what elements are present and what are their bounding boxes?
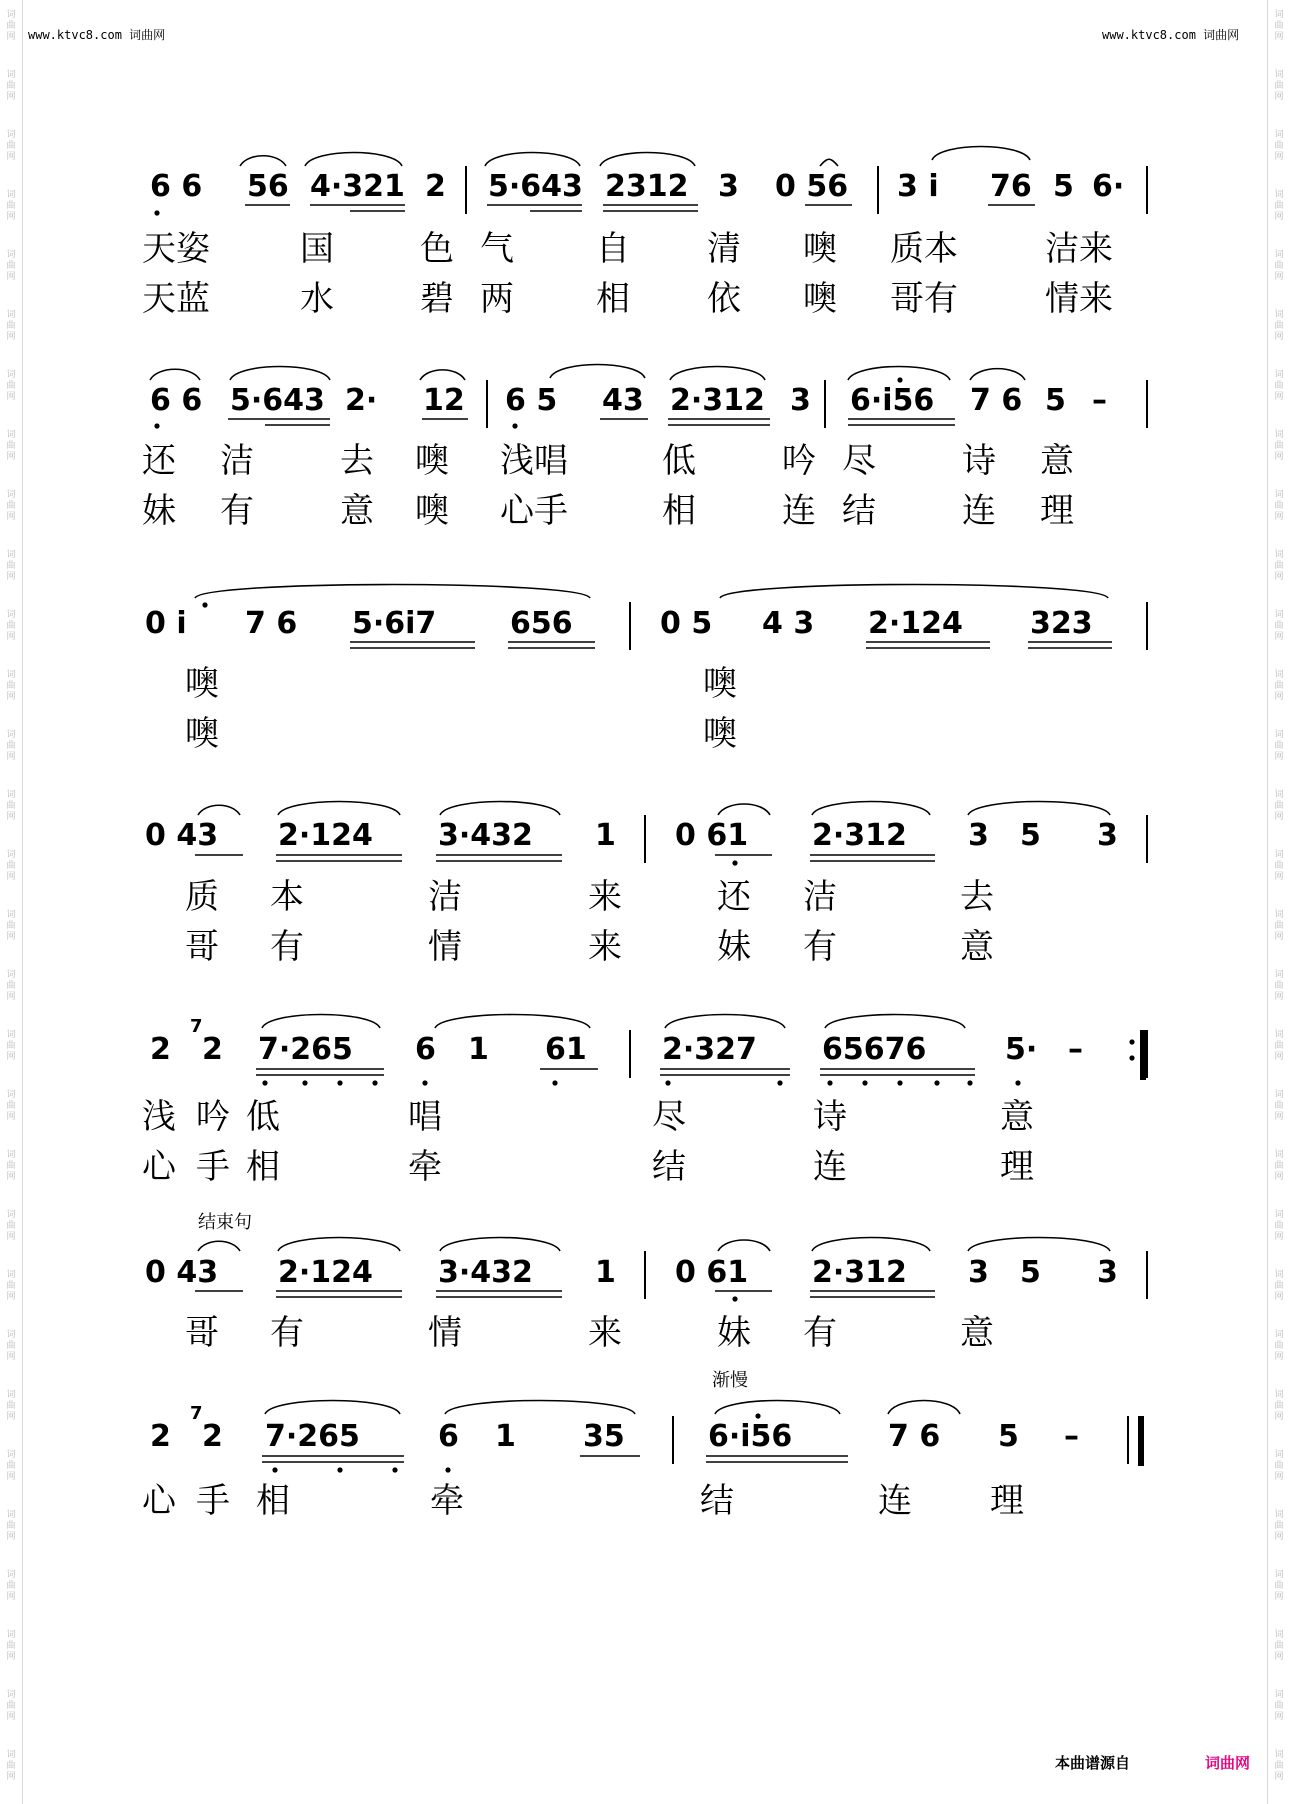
note-group: 65676 [822, 1032, 927, 1067]
lyric: 心 [142, 1481, 176, 1521]
slur [550, 365, 645, 379]
note-group: 6 6 [150, 383, 203, 418]
lyric: 牵 [408, 1147, 442, 1187]
note-group: 6·i56 [850, 383, 935, 418]
note-group: – [1092, 383, 1107, 418]
octave-dot [154, 210, 159, 215]
slur [440, 802, 560, 816]
lyric: 有 [270, 927, 304, 967]
slur [278, 1238, 400, 1252]
octave-dot [897, 377, 902, 382]
lyric: 还 [142, 441, 176, 481]
note-group: 56 [247, 169, 289, 204]
lyric: 唱 [408, 1097, 442, 1137]
lyric: 噢 [415, 441, 449, 481]
note-group: 0 61 [675, 1255, 749, 1290]
octave-dot [154, 423, 159, 428]
note-group: 1 [468, 1032, 489, 1067]
watermark-text: 词 曲 网 [1274, 970, 1284, 1002]
lyric: 吟 [782, 441, 816, 481]
slur [715, 1401, 840, 1415]
slur [265, 1401, 400, 1415]
note-group: 2·327 [662, 1032, 757, 1067]
slur [932, 147, 1030, 161]
note-group: 2·312 [812, 818, 907, 853]
octave-dot [862, 1080, 867, 1085]
watermark-text: 词 曲 网 [6, 670, 16, 702]
note-group: 5 [1020, 1255, 1041, 1290]
note-group: 1 [495, 1419, 516, 1454]
lyric: 洁 [428, 877, 462, 917]
watermark-text: 词 曲 网 [1274, 1270, 1284, 1302]
lyric: 噢 [803, 279, 837, 319]
watermark-text: 词 曲 网 [1274, 790, 1284, 822]
lyric: 质本 [890, 229, 958, 269]
note-group: 5 [1045, 383, 1066, 418]
watermark-text: 词 曲 网 [1274, 1090, 1284, 1122]
octave-dot [934, 1080, 939, 1085]
lyric: 国 [300, 229, 334, 269]
lyric: 哥 [185, 1313, 219, 1353]
watermark-text: 词 曲 网 [1274, 1510, 1284, 1542]
watermark-text: 词 曲 网 [6, 1510, 16, 1542]
note-group: 0 5 [660, 606, 713, 641]
note-group: 0 43 [145, 1255, 219, 1290]
watermark-text: 词 曲 网 [1274, 1450, 1284, 1482]
octave-dot [665, 1080, 670, 1085]
lyric: 哥 [185, 927, 219, 967]
slur [440, 1238, 560, 1252]
octave-dot [337, 1467, 342, 1472]
lyric: 相 [596, 279, 630, 319]
slur [820, 159, 838, 166]
note-group: 1 [595, 1255, 616, 1290]
note-group: 4·321 [310, 169, 405, 204]
grace-note: 7 [190, 1016, 203, 1037]
watermark-text: 词 曲 网 [6, 1210, 16, 1242]
watermark-text: 词 曲 网 [6, 550, 16, 582]
watermark-text: 词 曲 网 [1274, 430, 1284, 462]
footer-brand-link[interactable]: 词曲网 [1205, 1754, 1251, 1772]
watermark-text: 词 曲 网 [1274, 310, 1284, 342]
slur [720, 585, 1108, 599]
note-group: 76 [990, 169, 1032, 204]
octave-dot [512, 423, 517, 428]
watermark-text: 词 曲 网 [6, 1690, 16, 1722]
lyric: 两 [480, 279, 514, 319]
note-group: 2·312 [670, 383, 765, 418]
slur [305, 153, 402, 167]
lyric: 浅唱 [500, 441, 568, 481]
note-group: 2 [150, 1032, 171, 1067]
lyric: 情来 [1045, 279, 1113, 319]
lyric: 理 [1040, 491, 1074, 531]
lyric: 天姿 [142, 229, 210, 269]
lyric: 结 [842, 491, 876, 531]
watermark-text: 词 曲 网 [6, 610, 16, 642]
octave-dot [827, 1080, 832, 1085]
lyric: 有 [270, 1313, 304, 1353]
lyric: 洁 [220, 441, 254, 481]
slur [970, 369, 1025, 380]
lyric: 手 [196, 1481, 230, 1521]
octave-dot [1129, 1055, 1134, 1060]
note-group: 6 [415, 1032, 436, 1067]
watermark-text: 词 曲 网 [6, 1630, 16, 1662]
watermark-text: 词 曲 网 [6, 430, 16, 462]
lyric: 噢 [185, 664, 219, 704]
lyric: 气 [480, 229, 514, 269]
note-group: 656 [510, 606, 573, 641]
note-group: 2 [202, 1032, 223, 1067]
watermark-text: 词 曲 网 [1274, 1330, 1284, 1362]
tempo-marking-ritardando: 渐慢 [712, 1370, 748, 1391]
lyric: 妹 [142, 491, 176, 531]
watermark-text: 词 曲 网 [1274, 1150, 1284, 1182]
note-group: 7·265 [265, 1419, 360, 1454]
lyric: 低 [246, 1097, 280, 1137]
note-group: 0 i [145, 606, 187, 641]
lyric: 相 [256, 1481, 290, 1521]
octave-dot [445, 1467, 450, 1472]
ending-phrase-marking: 结束句 [198, 1212, 252, 1233]
octave-dot [732, 1296, 737, 1301]
watermark-text: 词 曲 网 [6, 1330, 16, 1362]
note-group: 6 [438, 1419, 459, 1454]
octave-dot [337, 1080, 342, 1085]
octave-dot [202, 602, 207, 607]
lyric: 相 [662, 491, 696, 531]
note-group: 1 [595, 818, 616, 853]
slur [150, 369, 200, 380]
watermark-text: 词 曲 网 [1274, 670, 1284, 702]
note-group: 7 6 [888, 1419, 941, 1454]
slur [968, 1238, 1110, 1252]
watermark-text: 词 曲 网 [6, 1450, 16, 1482]
note-group: 323 [1030, 606, 1093, 641]
note-group: 2·124 [278, 818, 373, 853]
watermark-text: 词 曲 网 [6, 1030, 16, 1062]
note-group: 2·124 [278, 1255, 373, 1290]
final-bar-line [1140, 1030, 1146, 1080]
lyric: 噢 [185, 714, 219, 754]
watermark-text: 词 曲 网 [6, 1570, 16, 1602]
note-group: – [1068, 1032, 1083, 1067]
watermark-text: 词 曲 网 [1274, 1030, 1284, 1062]
note-group: 6 6 [150, 169, 203, 204]
lyric: 清 [707, 229, 741, 269]
slur [262, 1015, 380, 1029]
octave-dot [422, 1080, 427, 1085]
note-group: 7 6 [245, 606, 298, 641]
octave-dot [732, 860, 737, 865]
lyric: 理 [1000, 1147, 1034, 1187]
watermark-text: 词 曲 网 [1274, 250, 1284, 282]
slur [195, 585, 590, 599]
watermark-text: 词 曲 网 [1274, 1690, 1284, 1722]
watermark-text: 词 曲 网 [1274, 130, 1284, 162]
octave-dot [967, 1080, 972, 1085]
note-group: 5· [1005, 1032, 1038, 1067]
watermark-text: 词 曲 网 [1274, 70, 1284, 102]
octave-dot [777, 1080, 782, 1085]
lyric: 尽 [842, 441, 876, 481]
lyric: 连 [878, 1481, 912, 1521]
watermark-text: 词 曲 网 [1274, 730, 1284, 762]
note-group: 4 3 [762, 606, 815, 641]
note-group: 6·i56 [708, 1419, 793, 1454]
watermark-text: 词 曲 网 [1274, 910, 1284, 942]
lyric: 手 [196, 1147, 230, 1187]
lyric: 牵 [430, 1481, 464, 1521]
slur [812, 1238, 930, 1252]
lyric: 相 [246, 1147, 280, 1187]
slur [240, 156, 286, 166]
lyric: 连 [962, 491, 996, 531]
slur [670, 367, 765, 381]
octave-dot [897, 1080, 902, 1085]
lyric: 连 [782, 491, 816, 531]
note-group: 5 [1053, 169, 1074, 204]
note-group: 6 5 [505, 383, 558, 418]
lyric: 心 [142, 1147, 176, 1187]
watermark-text: 词 曲 网 [1274, 10, 1284, 42]
slur [278, 802, 400, 816]
lyric: 理 [990, 1481, 1024, 1521]
lyric: 心手 [500, 491, 568, 531]
header-site-right[interactable]: www.ktvc8.com 词曲网 [1102, 28, 1240, 42]
lyric: 本 [270, 877, 304, 917]
lyric: 意 [960, 1313, 994, 1353]
lyric: 去 [340, 441, 374, 481]
watermark-text: 词 曲 网 [6, 1270, 16, 1302]
watermark-text: 词 曲 网 [6, 970, 16, 1002]
note-group: 2312 [605, 169, 689, 204]
note-group: 3 [718, 169, 739, 204]
watermark-text: 词 曲 网 [6, 190, 16, 222]
lyric: 来 [588, 927, 622, 967]
octave-dot [372, 1080, 377, 1085]
note-group: 5·643 [488, 169, 583, 204]
note-group: 5 [1020, 818, 1041, 853]
watermark-text: 词 曲 网 [6, 70, 16, 102]
watermark-text: 词 曲 网 [6, 370, 16, 402]
watermark-text: 词 曲 网 [1274, 610, 1284, 642]
note-group: 3·432 [438, 818, 533, 853]
lyric: 意 [960, 927, 994, 967]
slur [445, 1401, 635, 1415]
footer-source-label: 本曲谱源自 [1055, 1754, 1131, 1772]
note-group: 7·265 [258, 1032, 353, 1067]
watermark-text: 词 曲 网 [6, 790, 16, 822]
note-group: 2 [202, 1419, 223, 1454]
note-group: 5·6i7 [352, 606, 437, 641]
lyric: 意 [340, 491, 374, 531]
lyric: 还 [717, 877, 751, 917]
lyric: 洁来 [1045, 229, 1113, 269]
note-group: 3 [790, 383, 811, 418]
watermark-text: 词 曲 网 [1274, 1210, 1284, 1242]
note-group: – [1064, 1419, 1079, 1454]
lyric: 诗 [813, 1097, 847, 1137]
slur [888, 1401, 960, 1415]
octave-dot [755, 1413, 760, 1418]
lyric: 妹 [717, 1313, 751, 1353]
lyric: 有 [803, 927, 837, 967]
note-group: 35 [583, 1419, 625, 1454]
lyric: 意 [1000, 1097, 1034, 1137]
lyric: 连 [813, 1147, 847, 1187]
note-group: 3 i [897, 169, 939, 204]
lyric: 噢 [415, 491, 449, 531]
watermark-text: 词 曲 网 [6, 910, 16, 942]
watermark-text: 词 曲 网 [6, 1090, 16, 1122]
lyric: 结 [652, 1147, 686, 1187]
note-group: 12 [423, 383, 465, 418]
watermark-text: 词 曲 网 [1274, 1750, 1284, 1782]
octave-dot [552, 1080, 557, 1085]
note-group: 2· [345, 383, 378, 418]
slur [718, 1240, 770, 1251]
lyric: 天蓝 [142, 279, 210, 319]
note-group: 5·643 [230, 383, 325, 418]
lyric: 吟 [196, 1097, 230, 1137]
lyric: 质 [185, 877, 219, 917]
lyric: 情 [428, 1313, 462, 1353]
slur [600, 153, 695, 167]
lyric: 哥有 [890, 279, 958, 319]
lyric: 依 [707, 279, 741, 319]
lyric: 水 [300, 279, 334, 319]
watermark-text: 词 曲 网 [6, 310, 16, 342]
slur [665, 1015, 785, 1029]
slur [718, 804, 770, 815]
lyric: 来 [588, 1313, 622, 1353]
watermark-text: 词 曲 网 [6, 490, 16, 522]
watermark-text: 词 曲 网 [1274, 1570, 1284, 1602]
watermark-text: 词 曲 网 [1274, 850, 1284, 882]
slur [420, 370, 465, 380]
octave-dot [1129, 1039, 1134, 1044]
watermark-text: 词 曲 网 [6, 1150, 16, 1182]
note-group: 7 6 [970, 383, 1023, 418]
lyric: 碧 [420, 279, 454, 319]
watermark-text: 词 曲 网 [6, 130, 16, 162]
note-group: 3 [1097, 1255, 1118, 1290]
watermark-text: 词 曲 网 [1274, 1630, 1284, 1662]
lyric: 有 [220, 491, 254, 531]
note-group: 2·124 [868, 606, 963, 641]
octave-dot [272, 1467, 277, 1472]
watermark-text: 词 曲 网 [6, 250, 16, 282]
lyric: 去 [960, 877, 994, 917]
lyric: 有 [803, 1313, 837, 1353]
lyric: 意 [1040, 441, 1074, 481]
lyric: 结 [700, 1481, 734, 1521]
note-group: 3 [1097, 818, 1118, 853]
final-bar-line [1138, 1416, 1144, 1466]
watermark-text: 词 曲 网 [6, 850, 16, 882]
lyric: 自 [596, 229, 630, 269]
note-group: 2 [425, 169, 446, 204]
watermark-text: 词 曲 网 [1274, 490, 1284, 522]
note-group: 3·432 [438, 1255, 533, 1290]
octave-dot [262, 1080, 267, 1085]
octave-dot [1015, 1080, 1020, 1085]
lyric: 噢 [803, 229, 837, 269]
lyric: 洁 [803, 877, 837, 917]
octave-dot [392, 1467, 397, 1472]
lyric: 噢 [703, 714, 737, 754]
note-group: 6· [1092, 169, 1125, 204]
watermark-text: 词 曲 网 [6, 1390, 16, 1422]
slur [198, 805, 240, 815]
note-group: 3 [968, 818, 989, 853]
note-group: 5 [998, 1419, 1019, 1454]
lyric: 来 [588, 877, 622, 917]
octave-dot [302, 1080, 307, 1085]
lyric: 色 [420, 229, 454, 269]
note-group: 3 [968, 1255, 989, 1290]
slur [435, 1015, 590, 1029]
watermark-text: 词 曲 网 [1274, 1390, 1284, 1422]
lyric: 妹 [717, 927, 751, 967]
lyric: 噢 [703, 664, 737, 704]
header-site-left[interactable]: www.ktvc8.com 词曲网 [28, 28, 166, 42]
note-group: 2·312 [812, 1255, 907, 1290]
lyric: 浅 [142, 1097, 176, 1137]
slur [198, 1241, 240, 1251]
note-group: 2 [150, 1419, 171, 1454]
watermark-text: 词 曲 网 [6, 730, 16, 762]
watermark-text: 词 曲 网 [1274, 550, 1284, 582]
watermark-text: 词 曲 网 [1274, 190, 1284, 222]
slur [968, 802, 1110, 816]
watermark-text: 词 曲 网 [6, 10, 16, 42]
slur [230, 367, 330, 381]
lyric: 低 [662, 441, 696, 481]
lyric: 尽 [652, 1097, 686, 1137]
slur [485, 153, 580, 167]
slur [825, 1015, 965, 1029]
note-group: 0 43 [145, 818, 219, 853]
note-group: 61 [545, 1032, 587, 1067]
watermark-text: 词 曲 网 [1274, 370, 1284, 402]
lyric: 诗 [962, 441, 996, 481]
lyric: 情 [428, 927, 462, 967]
slur [812, 802, 930, 816]
watermark-text: 词 曲 网 [6, 1750, 16, 1782]
note-group: 0 61 [675, 818, 749, 853]
grace-note: 7 [190, 1403, 203, 1424]
note-group: 43 [602, 383, 644, 418]
note-group: 0 56 [775, 169, 849, 204]
